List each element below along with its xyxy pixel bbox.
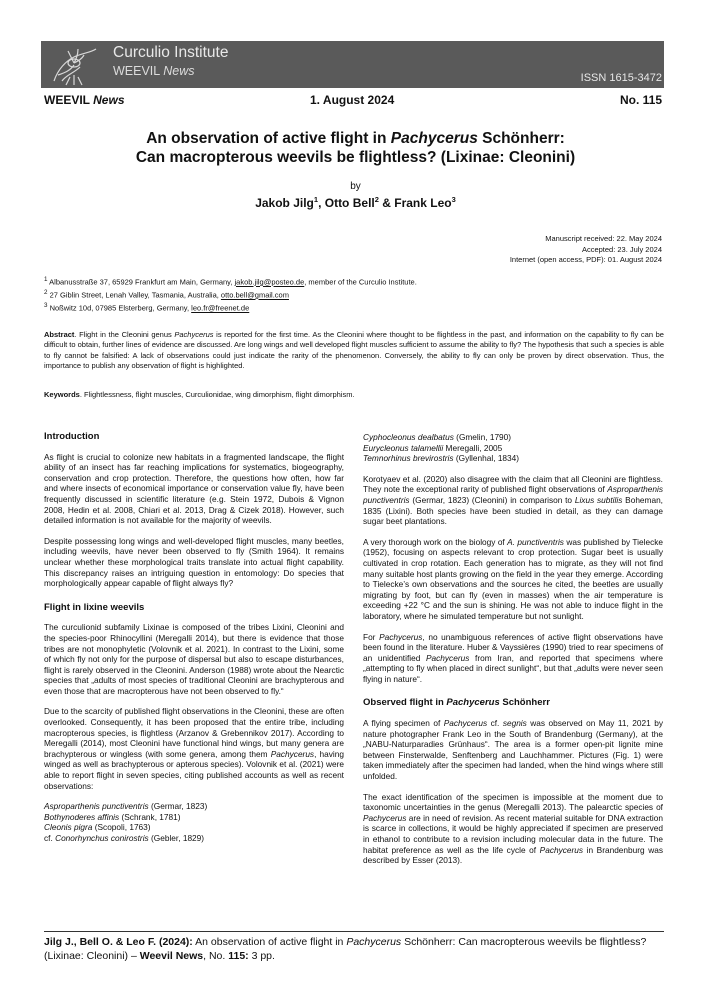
paragraph: For Pachycerus, no unambiguous references of active flight observations have been found in the literature. Huber & Vayssières (1990) tried to rear specimens of an unidentified Pachycerus from Iran, and reported that specimens where „attempting to fly when placed in direct sunlight“, but that „adults were never seen flying in nature“. [363,631,664,684]
paper-title: An observation of active flight in Pachycerus Schönherr: Can macropterous weevils be flightless? (Lixinae: Cleonini) [135,130,576,166]
institute-name: Curculio Institute [113,44,229,61]
species-item: Eurycleonus talamellii Meregalli, 2005 [363,442,503,453]
affiliation-2: $^2$ 27 Giblin Street, Lenah Valley, Tasmania, Australia, otto.bell@gmail.com [44,289,289,300]
section-heading-observed-flight: Observed flight in Pachycerus Schönherr [363,697,550,709]
paragraph: Korotyaev et al. (2020) also disagree with the claim that all Cleonini are flightless. They note the exceptional rarity of published flight observations of Asproparthenis punctiventris (Germar, 1823) (Cleonini) in comparison to Lixus subtilis Boheman, 1835 (Lixini). Both species have been studied in detail, as they can damage sugar beet plantations. [363,473,663,527]
right-column [363,432,663,866]
species-item: Asproparthenis punctiventris (Germar, 1823) [44,801,208,812]
keywords: Keywords. Flightlessness, flight muscles, Curculionidae, wing dimorphism, flight dimorphism. [44,390,355,399]
citation: Jilg J., Bell O. & Leo F. (2024): An observation of active flight in Pachycerus Schönherr: Can macropterous weevils be flightless? (Lixinae: Cleonini) – Weevil News, No. 115: 3 pp. [44,936,647,962]
footer-divider [44,931,664,932]
species-item: Cyphocleonus dealbatus (Gmelin, 1790) [363,432,512,442]
series-name: WEEVIL News [113,64,195,78]
affiliation-3: $^3$ Noßwitz 10d, 07985 Elsterberg, Germany, leo.fr@freenet.de [44,302,250,313]
paragraph: A flying specimen of Pachycerus cf. segnis was observed on May 11, 2021 by nature photographer Frank Leo in the South of Brandenburg (Germany), at the „NABU-Naturparadies Grünhaus“. The area is a former open-pit lignite mine between Finsterwalde, Senftenberg and Lauchhammer. Pictures (Fig. 1) were taken immediately after the specimen had landed, when the hind wings where still unfolded. [363,718,663,782]
issue-date: 1. August 2024 [310,93,395,107]
species-item: Cleonis pigra (Scopoli, 1763) [44,822,151,833]
species-list-continued [363,432,663,464]
paragraph: Despite possessing long wings and well-developed flight muscles, many beetles, including weevils, have never been observed to fly (Smith 1964). It remains unclear whether these morphological traits translate into actual flight capability. This discrepancy raises an intriguing question in entomology: Do species that morphologically appear capable of flight always fly? [44,535,344,589]
paragraph: The curculionid subfamily Lixinae is composed of the tribes Lixini, Cleonini and the species-poor Rhinocyllini (Meregalli 2014), but there is evidence that those tribes are not monophyletic (Volovnik et al. 2021). In contrast to the Lixini, some of which fly not only for the purpose of dispersal but also to escape disturbances, flight is rarely observed in the Cleonini. Anderson (1988) wrote about the Nearctic species that „adults of most species of traditional Cleonini are brachypterous and even those that are macropterous have not been observed to fly.“ [44,622,344,696]
species-item: Temnorhinus brevirostris (Gyllenhal, 1834) [363,453,520,464]
left-column [44,432,344,844]
species-item: cf. Conorhynchus conirostris (Gebler, 1829) [44,833,205,843]
weevil-logo-icon [44,41,102,89]
email-link[interactable]: leo.fr@freenet.de [191,303,250,313]
issn: ISSN 1615-3472 [580,72,662,84]
author-list: Jakob Jilg$^1$, Otto Bell$^2$ & Frank Leo$^3$ [255,195,456,210]
affiliations [44,275,417,314]
by-label: by [350,181,361,192]
paragraph: A very thorough work on the biology of A. punctiventris was published by Tielecke (1952), focusing on aspects relevant to crop protection. Sugar beet is usually cultivated in crop rotation. Each generation has to migrate, as they will not find many suitable host plants growing on the field in the year they emerge. According to Tielecke’s own observations and the sources he cited, the beetles are usually migrating by foot, but can fly (even in masses) when the air temperature is exceeding +22 °C and the sun is shining. He was not able to induce flight in the laboratory, where he simulated temperature but not sunlight. [363,536,663,621]
issue-number: No. 115 [619,93,662,107]
journal-name: WEEVIL News [44,93,125,107]
email-link[interactable]: jakob.jilg@posteo.de [234,277,305,287]
section-heading-lixine-flight: Flight in lixine weevils [44,601,145,613]
paragraph: The exact identification of the specimen is impossible at the moment due to taxonomic uncertainties in the genus (Meregalli 2013). The palearctic species of Pachycerus are in need of revision. As recent material suitable for DNA extraction is scarce in collections, it would be highly appreciated if specimen are preserved in ethanol to contribute to a revision including molecular data in the future. The habitat preference as well as the life cycle of Pachycerus in Brandenburg was described by Esser (2013). [363,791,663,866]
paragraph: As flight is crucial to colonize new habitats in a fragmented landscape, the flight ability of an insect has far reaching implications for systematics, biogeography, conservation and crop protection. Therefore, the questions how often, how far and where insects of economical importance or conservation value fly, have been frequently discussed in scientific literature (e.g. Stein 1972, Dubois & Vignon 2008, Hedin et al. 2008, Chiari et al. 2013, Drag & Cizek 2018). However, such detailed information is not available for the majority of weevils. [44,451,344,526]
paragraph: Due to the scarcity of published flight observations in the Cleonini, these are often overlooked. Consequently, it has been proposed that the entire tribe, including macropterous species, is flightless (Arzanov & Grebennikov 2017). According to Meregalli (2014), most Cleonini have functional hind wings, but many genera are brachypterous or wingless (with some genera, among them Pachycerus, having winged as well as brachypterous or apterous species). Volovnik et al. (2021) were able to report flight in seven species, citing published accounts as well as recent observations: [44,706,344,791]
section-heading-introduction: Introduction [44,431,100,442]
abstract: Abstract. Flight in the Cleonini genus Pachycerus is reported for the first time. As the Cleonini where thought to be flightless in the past, and information on the capability to fly can be difficult to obtain, further lines of evidence are discussed. Are long wings and well developed flight muscles sufficient to assume the ability to fly? The hypothesis that such a species is able to fly cannot be falsified: A lack of observations could just indicate the rarity of the phenomenon. Conversely, the ability to fly can only be proven by direct observation. Thus, the importance to publish any observation of flight is highlighted. [44,330,664,370]
affiliation-1: $^1$ Albanusstraße 37, 65929 Frankfurt am Main, Germany, jakob.jilg@posteo.de, member of the Curculio Institute. [44,276,417,287]
email-link[interactable]: otto.bell@gmail.com [220,290,289,300]
manuscript-dates: Manuscript received: 22. May 2024 Accepted: 23. July 2024 Internet (open access, PDF): 01. August 2024 [509,234,662,264]
species-list [44,801,344,843]
species-item: Bothynoderes affinis (Schrank, 1781) [44,811,181,822]
